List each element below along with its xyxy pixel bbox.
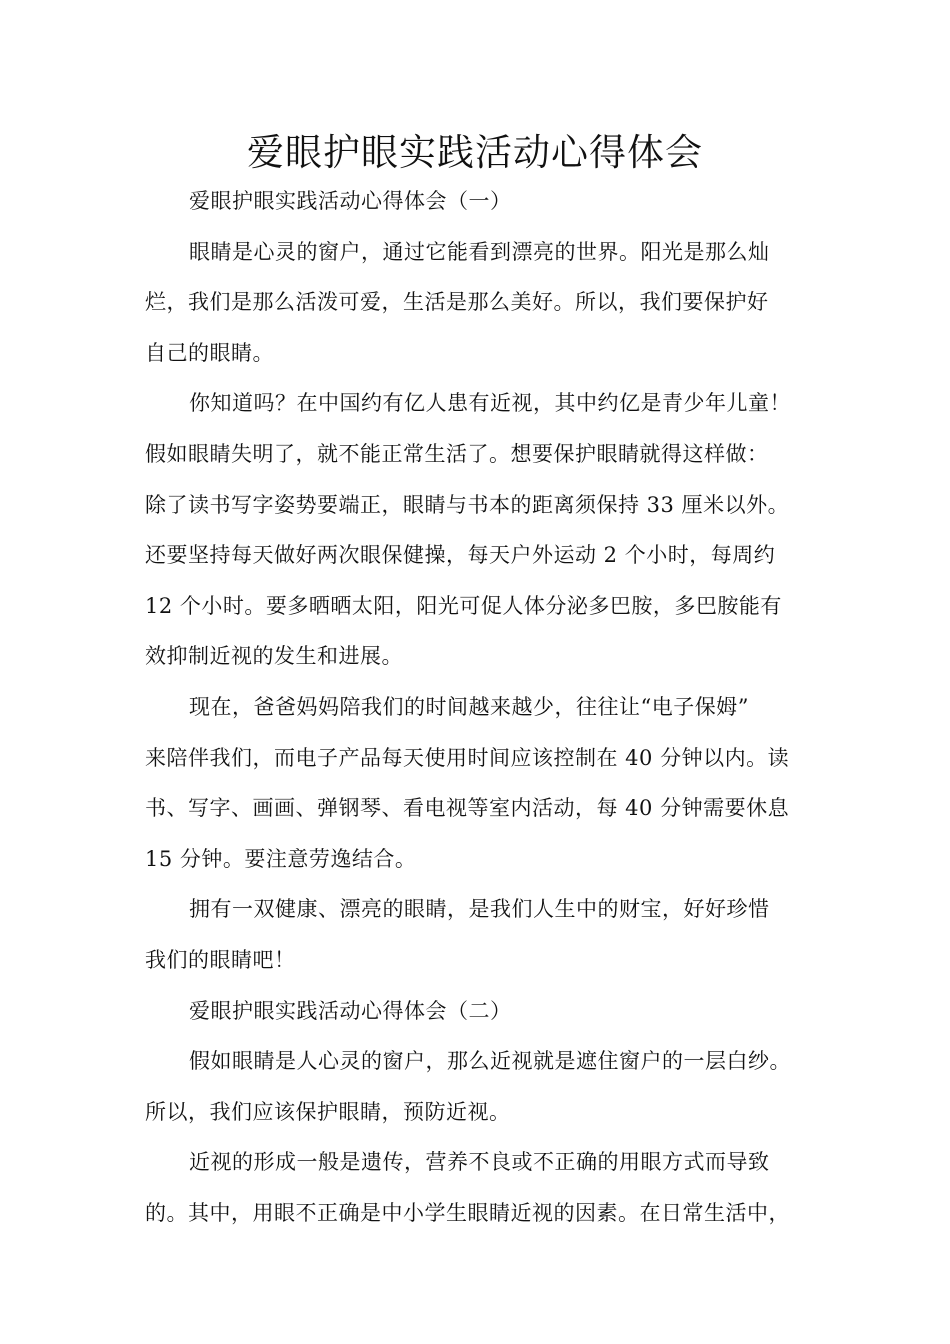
text-line: 的。其中，用眼不正确是中小学生眼睛近视的因素。在日常生活中， — [145, 1200, 790, 1225]
text-line: 除了读书写字姿势要端正，眼睛与书本的距离须保持 33 厘米以外。 — [145, 492, 790, 517]
text-line: 来陪伴我们，而电子产品每天使用时间应该控制在 40 分钟以内。读 — [145, 745, 790, 770]
text-line: 15 分钟。要注意劳逸结合。 — [145, 846, 417, 871]
text-line: 12 个小时。要多晒晒太阳，阳光可促人体分泌多巴胺，多巴胺能有 — [145, 593, 782, 618]
section-heading-2: 爱眼护眼实践活动心得体会（二） — [189, 998, 512, 1023]
section-heading-1: 爱眼护眼实践活动心得体会（一） — [189, 189, 512, 213]
document-body — [145, 176, 817, 1238]
text-line: 眼睛是心灵的窗户，通过它能看到漂亮的世界。阳光是那么灿 — [189, 239, 770, 264]
text-line: 书、写字、画画、弹钢琴、看电视等室内活动，每 40 分钟需要休息 — [145, 796, 790, 821]
text-line: 假如眼睛是人心灵的窗户，那么近视就是遮住窗户的一层白纱。 — [189, 1049, 791, 1074]
text-line: 近视的形成一般是遗传，营养不良或不正确的用眼方式而导致 — [189, 1150, 770, 1175]
text-line: 拥有一双健康、漂亮的眼睛，是我们人生中的财宝，好好珍惜 — [189, 897, 770, 922]
text-line: 你知道吗？在中国约有亿人患有近视，其中约亿是青少年儿童！ — [189, 391, 791, 416]
document-title: 爱眼护眼实践活动心得体会 — [247, 131, 703, 174]
text-line: 所以，我们应该保护眼睛，预防近视。 — [145, 1099, 511, 1124]
text-line: 烂，我们是那么活泼可爱，生活是那么美好。所以，我们要保护好 — [145, 290, 769, 315]
text-line: 还要坚持每天做好两次眼保健操，每天户外运动 2 个小时，每周约 — [145, 543, 776, 568]
text-line: 效抑制近视的发生和进展。 — [145, 644, 403, 669]
text-line: 假如眼睛失明了，就不能正常生活了。想要保护眼睛就得这样做： — [145, 441, 769, 466]
text-line: 我们的眼睛吧！ — [145, 947, 296, 972]
text-line: 现在，爸爸妈妈陪我们的时间越来越少，往往让“电子保姆” — [189, 694, 749, 719]
text-line: 自己的眼睛。 — [145, 340, 274, 365]
